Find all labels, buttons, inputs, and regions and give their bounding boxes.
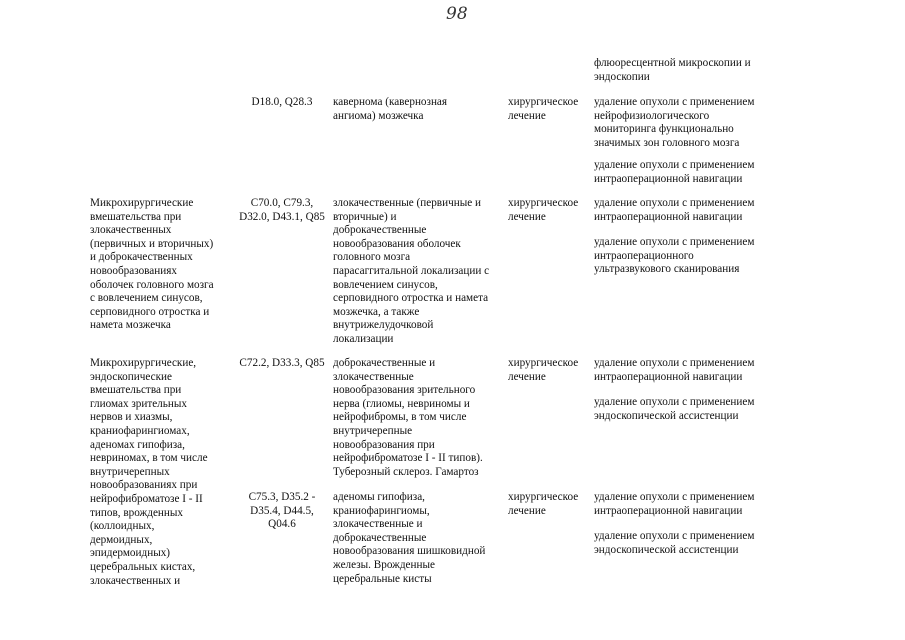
row-1-method-2: удаление опухоли с применением интраоперационной навигации (594, 159, 755, 185)
page-number: 98 (446, 4, 468, 24)
row-1-model: каверномa (кавернозная ангиома) мозжечка (333, 96, 448, 122)
row-1-treatment-type: хирургическое лечение (508, 96, 579, 122)
row-4-code: C75.3, D35.2 - D35.4, D44.5, Q04.6 (248, 491, 316, 531)
row-4-method-2: удаление опухоли с применением эндоскопической ассистенции (594, 530, 755, 556)
row-2-model: злокачественные (первичные и вторичные) и доброкачественные новообразования оболочек головного мозга парасаггитальной локализации с вовлечением синусов, серповидного отростка и намета мозжечка, а также внутрижелудочковой локализации (333, 197, 490, 345)
row-2-treatment-type: хирургическое лечение (508, 197, 579, 223)
row-3-code: C72.2, D33.3, Q85 (239, 357, 325, 369)
row-3-method-2: удаление опухоли с применением эндоскопической ассистенции (594, 396, 755, 422)
row-1-method-1: удаление опухоли с применением нейрофизиологического мониторинга функционально значимых зон головного мозга (594, 96, 755, 149)
row-2-method-2: удаление опухоли с применением интраоперационного ультразвукового сканирования (594, 236, 755, 276)
row-3-method-1: удаление опухоли с применением интраоперационной навигации (594, 357, 755, 383)
row-4-model: аденомы гипофиза, краниофарингиомы, злокачественные и доброкачественные новообразования шишковидной железы. Врожденные церебральные кисты (333, 491, 486, 585)
row-2-name: Микрохирургические вмешательства при злокачественных (первичных и вторичных) и доброкачественных новообразованиях оболочек головного мозга с вовлечением синусов, серповидного отростка и намета мозжечка (90, 197, 214, 332)
row-3-name: Микрохирургические, эндоскопические вмешательства при глиомах зрительных нервов и хиазмы, краниофарингиомах, аденомах гипофиза, невриномах, в том числе внутричерепных новообразованиях при нейрофиброматозе I - II типов, врожденных (коллоидных, дермоидных, эпидермоидных) церебральных кистах, злокачественных и (90, 357, 208, 587)
row-1-code: D18.0, Q28.3 (251, 96, 313, 108)
row-3-model: доброкачественные и злокачественные новообразования зрительного нерва (глиомы, невриномы и нейрофибромы, в том числе внутричерепные новообразования при нейрофиброматозе I - II типов). Туберозный склероз. Гамартоз (333, 357, 483, 478)
continued-method-text: флюоресцентной микроскопии и эндоскопии (594, 57, 751, 83)
row-4-treatment-type: хирургическое лечение (508, 491, 579, 517)
row-4-method-1: удаление опухоли с применением интраоперационной навигации (594, 491, 755, 517)
row-2-method-1: удаление опухоли с применением интраоперационной навигации (594, 197, 755, 223)
row-3-treatment-type: хирургическое лечение (508, 357, 579, 383)
row-2-code: C70.0, C79.3, D32.0, D43.1, Q85 (239, 197, 325, 223)
